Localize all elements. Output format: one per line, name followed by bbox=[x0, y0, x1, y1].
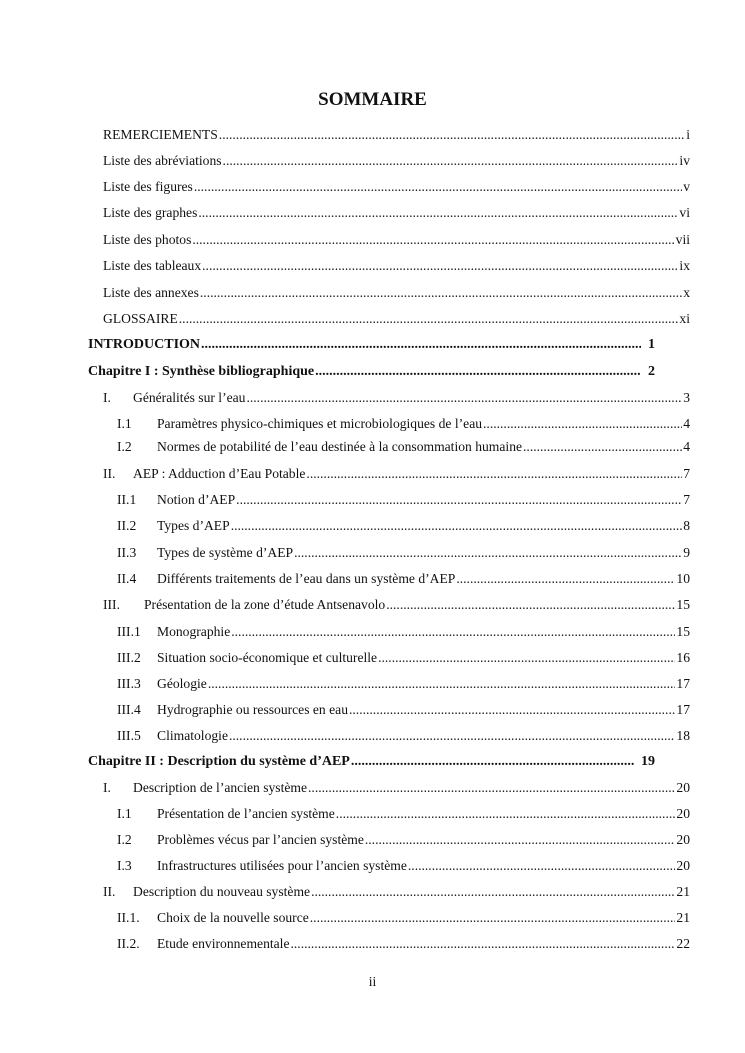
toc-entry-number: I.3 bbox=[117, 858, 132, 873]
toc-entry-number: II.1 bbox=[117, 492, 137, 507]
dot-leader bbox=[223, 152, 679, 170]
toc-entry-page: 18 bbox=[676, 728, 690, 743]
dot-leader bbox=[194, 178, 682, 196]
page-number: ii bbox=[368, 974, 377, 989]
toc-entry-number: I.1 bbox=[117, 806, 132, 821]
toc-entry-page: 3 bbox=[683, 390, 690, 405]
dot-leader bbox=[201, 336, 641, 354]
toc-entry-title: Infrastructures utilisées pour l’ancien système bbox=[157, 858, 407, 873]
toc-entry[interactable] bbox=[117, 649, 690, 667]
toc-entry-page: 7 bbox=[683, 492, 690, 507]
toc-entry-page: 15 bbox=[676, 624, 690, 639]
toc-entry[interactable] bbox=[117, 701, 690, 719]
toc-entry[interactable] bbox=[103, 126, 690, 144]
toc-entry-page: 10 bbox=[676, 571, 690, 586]
toc-entry-title: Liste des abréviations bbox=[103, 153, 222, 168]
toc-entry-title: Etude environnementale bbox=[157, 936, 290, 951]
toc-entry-title: Problèmes vécus par l’ancien système bbox=[157, 832, 364, 847]
toc-entry-number: II.2 bbox=[117, 518, 137, 533]
toc-entry-title: Liste des annexes bbox=[103, 285, 199, 300]
dot-leader bbox=[179, 310, 679, 328]
toc-entry[interactable] bbox=[103, 389, 690, 407]
toc-entry[interactable] bbox=[103, 231, 690, 249]
dot-leader bbox=[311, 883, 675, 901]
toc-entry[interactable] bbox=[117, 831, 690, 849]
toc-entry[interactable] bbox=[103, 310, 690, 328]
toc-entry-title: INTRODUCTION bbox=[88, 337, 201, 352]
toc-entry-page: 20 bbox=[676, 858, 690, 873]
toc-entry-title: Présentation de la zone d’étude Antsenavolo bbox=[144, 597, 386, 612]
toc-entry-title: GLOSSAIRE bbox=[103, 311, 178, 326]
toc-entry-page: 8 bbox=[683, 518, 690, 533]
toc-entry-number: II.2. bbox=[117, 936, 140, 951]
toc-entry-page: vii bbox=[675, 232, 690, 247]
dot-leader bbox=[523, 438, 682, 456]
toc-entry-page: 1 bbox=[648, 337, 655, 352]
toc-entry-page: 21 bbox=[676, 910, 690, 925]
dot-leader bbox=[229, 727, 675, 745]
toc-entry-page: 7 bbox=[683, 466, 690, 481]
toc-entry-number: I.1 bbox=[117, 416, 132, 431]
toc-entry[interactable] bbox=[117, 935, 690, 953]
dot-leader bbox=[315, 363, 641, 381]
toc-entry-number: I.2 bbox=[117, 832, 132, 847]
toc-entry-title: Notion d’AEP bbox=[157, 492, 236, 507]
toc-entry[interactable] bbox=[103, 779, 690, 797]
toc-entry[interactable] bbox=[117, 491, 690, 509]
toc-entry-page: 20 bbox=[676, 832, 690, 847]
toc-entry-number: III.3 bbox=[117, 676, 141, 691]
dot-leader bbox=[349, 701, 675, 719]
dot-leader bbox=[365, 831, 676, 849]
toc-entry[interactable] bbox=[103, 178, 690, 196]
toc-entry[interactable] bbox=[103, 596, 690, 614]
toc-entry-number: I.2 bbox=[117, 439, 132, 454]
toc-entry-number: I. bbox=[103, 390, 111, 405]
toc-entry-title: Types de système d’AEP bbox=[157, 545, 294, 560]
dot-leader bbox=[246, 389, 682, 407]
dot-leader bbox=[294, 544, 682, 562]
toc-entry[interactable] bbox=[88, 336, 655, 354]
toc-entry-number: II.1. bbox=[117, 910, 140, 925]
toc-entry-page: x bbox=[683, 285, 690, 300]
toc-entry-title: Liste des figures bbox=[103, 179, 193, 194]
toc-entry-page: 16 bbox=[676, 650, 690, 665]
toc-entry-title: Liste des photos bbox=[103, 232, 192, 247]
toc-entry[interactable] bbox=[117, 623, 690, 641]
toc-entry-title: Hydrographie ou ressources en eau bbox=[157, 702, 348, 717]
dot-leader bbox=[208, 675, 676, 693]
toc-entry-page: 2 bbox=[648, 364, 655, 379]
toc-entry[interactable] bbox=[88, 363, 655, 381]
toc-entry-number: III.5 bbox=[117, 728, 141, 743]
toc-entry[interactable] bbox=[103, 465, 690, 483]
toc-entry-number: II.4 bbox=[117, 571, 137, 586]
toc-entry[interactable] bbox=[103, 152, 690, 170]
toc-entry-title: Situation socio-économique et culturelle bbox=[157, 650, 378, 665]
toc-entry-number: II. bbox=[103, 884, 116, 899]
toc-entry-number: II. bbox=[103, 466, 116, 481]
toc-entry[interactable] bbox=[117, 438, 690, 456]
toc-entry-page: i bbox=[686, 127, 690, 142]
toc-entry-number: I. bbox=[103, 780, 111, 795]
toc-entry-number: III.2 bbox=[117, 650, 141, 665]
toc-entry-number: III.4 bbox=[117, 702, 141, 717]
toc-entry-title: Chapitre I : Synthèse bibliographique bbox=[88, 364, 315, 379]
dot-leader bbox=[219, 126, 685, 144]
toc-entry-title: Monographie bbox=[157, 624, 231, 639]
toc-entry-title: Liste des graphes bbox=[103, 205, 198, 220]
toc-entry-page: 20 bbox=[676, 780, 690, 795]
toc-entry[interactable] bbox=[117, 415, 690, 433]
toc-entry[interactable] bbox=[117, 675, 690, 693]
toc-entry-number: II.3 bbox=[117, 545, 137, 560]
toc-entry[interactable] bbox=[117, 909, 690, 927]
toc-entry[interactable] bbox=[117, 727, 690, 745]
toc-entry[interactable] bbox=[117, 517, 690, 535]
toc-entry[interactable] bbox=[103, 257, 690, 275]
toc-entry-title: Généralités sur l’eau bbox=[133, 390, 246, 405]
toc-entry-page: iv bbox=[679, 153, 690, 168]
dot-leader bbox=[386, 596, 675, 614]
toc-entry-title: Paramètres physico-chimiques et microbiologiques de l’eau bbox=[157, 416, 483, 431]
toc-entry-page: 9 bbox=[683, 545, 690, 560]
dot-leader bbox=[456, 570, 675, 588]
dot-leader bbox=[231, 623, 675, 641]
dot-leader bbox=[308, 779, 675, 797]
page-title: SOMMAIRE bbox=[318, 89, 427, 110]
toc-entry-page: 19 bbox=[641, 754, 655, 769]
toc-entry-number: III.1 bbox=[117, 624, 141, 639]
toc-entry-page: v bbox=[683, 179, 690, 194]
toc-entry-page: vi bbox=[679, 205, 690, 220]
toc-entry-page: xi bbox=[679, 311, 690, 326]
toc-entry-title: Choix de la nouvelle source bbox=[157, 910, 309, 925]
toc-entry[interactable] bbox=[103, 284, 690, 302]
toc-entry-page: 22 bbox=[676, 936, 690, 951]
dot-leader bbox=[408, 857, 676, 875]
dot-leader bbox=[310, 909, 676, 927]
toc-entry[interactable] bbox=[117, 570, 690, 588]
toc-entry-title: Chapitre II : Description du système d’AEP bbox=[88, 754, 350, 769]
toc-entry[interactable] bbox=[117, 805, 690, 823]
toc-entry-title: Différents traitements de l’eau dans un système d’AEP bbox=[157, 571, 456, 586]
toc-entry-page: 17 bbox=[676, 702, 690, 717]
dot-leader bbox=[231, 517, 683, 535]
toc-entry-title: Types d’AEP bbox=[157, 518, 230, 533]
toc-entry[interactable] bbox=[103, 883, 690, 901]
toc-entry-title: AEP : Adduction d’Eau Potable bbox=[133, 466, 306, 481]
toc-entry-title: Description du nouveau système bbox=[133, 884, 311, 899]
toc-entry-title: Liste des tableaux bbox=[103, 258, 202, 273]
dot-leader bbox=[306, 465, 682, 483]
toc-entry-page: 4 bbox=[683, 416, 690, 431]
dot-leader bbox=[192, 231, 674, 249]
toc-entry-number: III. bbox=[103, 597, 120, 612]
dot-leader bbox=[378, 649, 675, 667]
toc-entry-title: Géologie bbox=[157, 676, 207, 691]
dot-leader bbox=[200, 284, 682, 302]
toc-entry-title: Normes de potabilité de l’eau destinée à la consommation humaine bbox=[157, 439, 523, 454]
dot-leader bbox=[236, 491, 682, 509]
dot-leader bbox=[351, 753, 634, 771]
toc-entry[interactable] bbox=[103, 204, 690, 222]
toc-entry-title: Description de l’ancien système bbox=[133, 780, 308, 795]
toc-entry-page: ix bbox=[679, 258, 690, 273]
dot-leader bbox=[202, 257, 678, 275]
toc-entry-title: Climatologie bbox=[157, 728, 228, 743]
toc-entry[interactable] bbox=[117, 857, 690, 875]
toc-entry-page: 17 bbox=[676, 676, 690, 691]
toc-entry-title: REMERCIEMENTS bbox=[103, 127, 218, 142]
toc-entry-title: Présentation de l’ancien système bbox=[157, 806, 335, 821]
dot-leader bbox=[291, 935, 676, 953]
dot-leader bbox=[483, 415, 682, 433]
toc-entry[interactable] bbox=[117, 544, 690, 562]
toc-entry-page: 4 bbox=[683, 439, 690, 454]
dot-leader bbox=[198, 204, 678, 222]
toc-entry-page: 21 bbox=[676, 884, 690, 899]
toc-entry-page: 20 bbox=[676, 806, 690, 821]
toc-entry-page: 15 bbox=[676, 597, 690, 612]
toc-entry[interactable] bbox=[88, 753, 655, 771]
dot-leader bbox=[336, 805, 676, 823]
